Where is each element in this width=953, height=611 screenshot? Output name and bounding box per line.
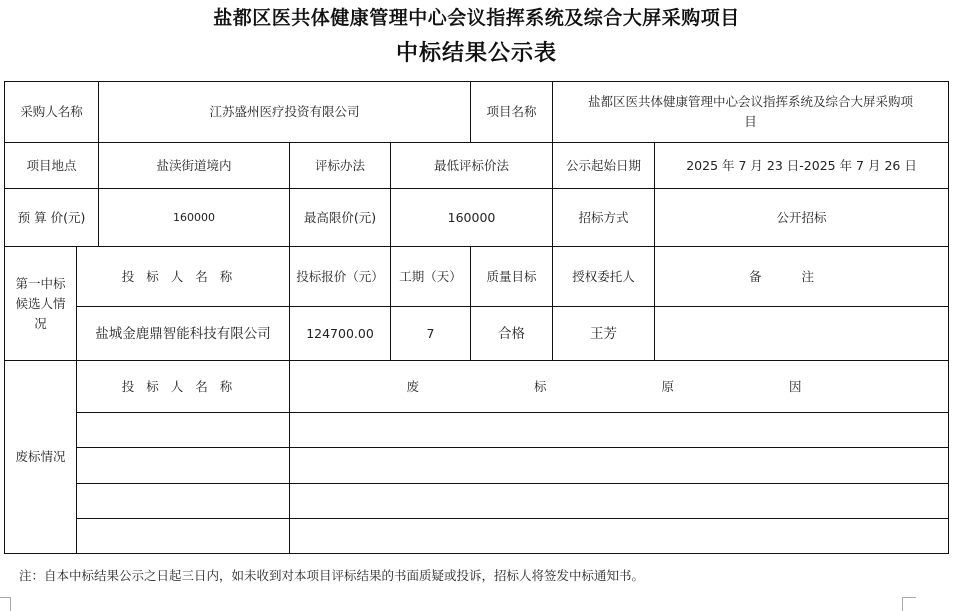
project-name-value: 盐都区医共体健康管理中心会议指挥系统及综合大屏采购项目 <box>553 82 949 143</box>
rejected-row <box>5 413 949 448</box>
candidate-price: 124700.00 <box>290 307 391 361</box>
candidate-remark <box>655 307 949 361</box>
rejected-reason <box>290 484 949 519</box>
budget-label: 预 算 价(元) <box>5 189 99 247</box>
candidate-agent: 王芳 <box>553 307 655 361</box>
rejected-bidder <box>77 519 290 554</box>
header-remark: 备注 <box>655 247 949 307</box>
page-corner-mark-left <box>0 597 11 611</box>
document-subtitle: 中标结果公示表 <box>395 41 557 66</box>
notice-period-label: 公示起始日期 <box>553 143 655 189</box>
candidate-section-label: 第一中标候选人情况 <box>5 247 77 361</box>
location-value: 盐渎街道境内 <box>99 143 290 189</box>
purchaser-row <box>5 82 949 143</box>
rejected-bidder <box>77 484 290 519</box>
rejected-row <box>5 484 949 519</box>
purchaser-label: 采购人名称 <box>5 82 99 143</box>
budget-row <box>5 189 949 247</box>
purchaser-value: 江苏盛州医疗投资有限公司 <box>99 82 471 143</box>
rejected-reason <box>290 448 949 484</box>
page-corner-mark-right <box>902 597 916 611</box>
rejected-row <box>5 448 949 484</box>
candidate-header-row <box>5 247 949 307</box>
header-price: 投标报价（元） <box>290 247 391 307</box>
rejected-reason <box>290 413 949 448</box>
tender-method-label: 招标方式 <box>553 189 655 247</box>
footnote: 注：自本中标结果公示之日起三日内，如未收到对本项目评标结果的书面质疑或投诉，招标人将签发中标通知书。 <box>19 568 645 583</box>
location-label: 项目地点 <box>5 143 99 189</box>
rejected-header-reason: 废 标 原 因 <box>290 361 949 413</box>
candidate-duration: 7 <box>391 307 471 361</box>
candidate-bidder: 盐城金鹿鼎智能科技有限公司 <box>77 307 290 361</box>
document-title: 盐都区医共体健康管理中心会议指挥系统及综合大屏采购项目 <box>213 7 740 29</box>
header-duration: 工期（天） <box>391 247 471 307</box>
rejected-header-row <box>5 361 949 413</box>
project-name-label: 项目名称 <box>471 82 553 143</box>
header-agent: 授权委托人 <box>553 247 655 307</box>
result-table <box>4 81 949 554</box>
budget-value: 160000 <box>99 189 290 247</box>
header-bidder: 投标人名称 <box>77 247 290 307</box>
rejected-row <box>5 519 949 554</box>
rejected-header-bidder: 投标人名称 <box>77 361 290 413</box>
eval-method-label: 评标办法 <box>290 143 391 189</box>
max-price-value: 160000 <box>391 189 553 247</box>
location-row <box>5 143 949 189</box>
eval-method-value: 最低评标价法 <box>391 143 553 189</box>
header-quality: 质量目标 <box>471 247 553 307</box>
rejected-section-label: 废标情况 <box>5 361 77 554</box>
notice-period-value: 2025 年 7 月 23 日-2025 年 7 月 26 日 <box>655 143 949 189</box>
candidate-quality: 合格 <box>471 307 553 361</box>
rejected-bidder <box>77 413 290 448</box>
rejected-reason <box>290 519 949 554</box>
max-price-label: 最高限价(元) <box>290 189 391 247</box>
rejected-bidder <box>77 448 290 484</box>
candidate-row <box>5 307 949 361</box>
tender-method-value: 公开招标 <box>655 189 949 247</box>
